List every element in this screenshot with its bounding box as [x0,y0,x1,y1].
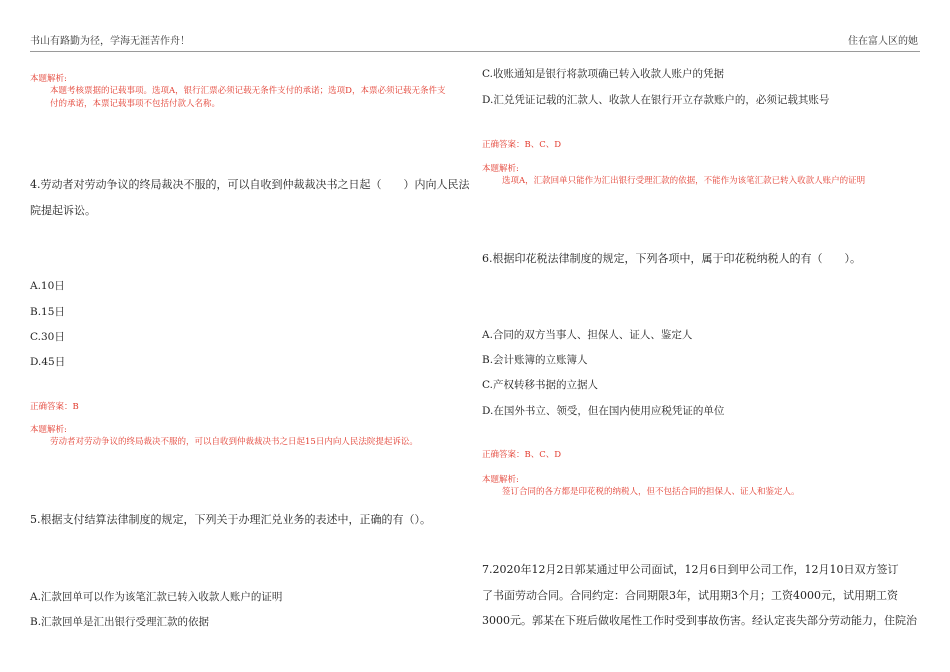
question-4-option-b: B.15日 [30,306,65,318]
question-5-option-d: D.汇兑凭证记载的汇款人、收款人在银行开立存款账户的，必须记载其账号 [482,94,830,106]
question-6-option-c: C.产权转移书据的立据人 [482,379,598,391]
question-4-explanation-text: 劳动者对劳动争议的终局裁决不服的，可以自收到仲裁裁决书之日起15日内向人民法院提起诉讼。 [50,437,418,447]
question-4-explanation-label: 本题解析: [30,425,67,435]
question-6-option-a: A.合同的双方当事人、担保人、证人、鉴定人 [482,329,693,341]
question-5-explanation-label: 本题解析: [482,164,519,174]
question-5-option-a: A.汇款回单可以作为该笔汇款已转入收款人账户的证明 [30,591,283,603]
page-header [0,0,950,52]
explanation-label: 本题解析: [30,74,67,84]
question-5-explanation-text: 选项A，汇款回单只能作为汇出银行受理汇款的依据，不能作为该笔汇款已转入收款人账户的证明 [502,176,866,186]
question-5-option-b: B.汇款回单是汇出银行受理汇款的依据 [30,616,210,628]
question-4-option-c: C.30日 [30,331,65,343]
question-4-line-2: 院提起诉讼。 [30,204,96,217]
header-author: 住在富人区的她 [848,36,918,47]
question-7-line-2: 了书面劳动合同。合同约定：合同期限3年，试用期3个月；工资4000元，试用期工资 [482,589,898,602]
question-6-option-d: D.在国外书立、领受，但在国内使用应税凭证的单位 [482,405,725,417]
question-5-text: 5.根据支付结算法律制度的规定，下列关于办理汇兑业务的表述中，正确的有（）。 [30,513,431,526]
question-4-answer: 正确答案：B [30,402,79,412]
question-6-explanation-text: 签订合同的各方都是印花税的纳税人，但不包括合同的担保人、证人和鉴定人。 [502,487,800,497]
question-6-explanation-label: 本题解析: [482,475,519,485]
question-5-answer: 正确答案：B、C、D [482,140,562,150]
question-6-text: 6.根据印花税法律制度的规定，下列各项中，属于印花税纳税人的有（ ）。 [482,252,861,265]
left-column [30,52,470,672]
question-7-line-3: 3000元。郭某在下班后做收尾性工作时受到事故伤害。经认定丧失部分劳动能力，住院治 [482,614,917,627]
question-4-line-1: 4.劳动者对劳动争议的终局裁决不服的，可以自收到仲裁裁决书之日起（ ）内向人民法 [30,178,470,191]
question-6-answer: 正确答案：B、C、D [482,450,562,460]
right-column [482,52,922,672]
header-motto: 书山有路勤为径，学海无涯苦作舟！ [30,36,190,47]
question-4-option-a: A.10日 [30,280,65,292]
question-6-option-b: B.会计账簿的立账簿人 [482,354,588,366]
question-4-option-d: D.45日 [30,356,66,368]
question-5-option-c: C.收账通知是银行将款项确已转入收款人账户的凭据 [482,68,724,80]
question-7-line-1: 7.2020年12月2日郭某通过甲公司面试，12月6日到甲公司工作，12月10日双方签订 [482,563,899,576]
explanation-text: 本题考核票据的记载事项。选项A，银行汇票必须记载无条件支付的承诺；选项D，本票必须记载无条件支付的承诺，本票记载事项不包括付款人名称。 [50,86,446,109]
